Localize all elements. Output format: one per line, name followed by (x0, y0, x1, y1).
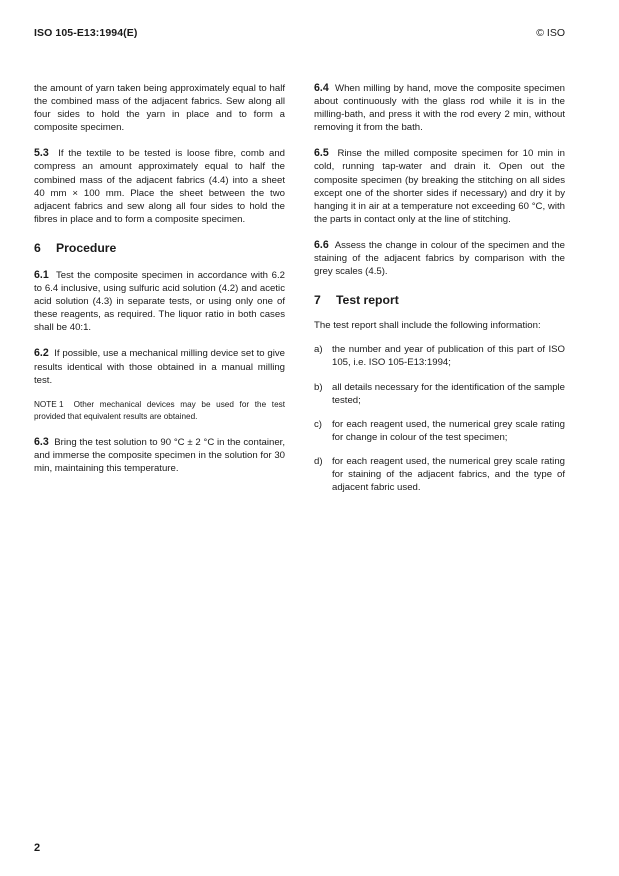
clause-text: Test the composite specimen in accordance with 6.2 to 6.4 inclusive, using sulfuric acid solution (4.2) and acetic acid solution (4.3) in separate tests, or using only one of these reagents, as required. The liquor ratio in both cases shall be 40:1. (34, 269, 285, 334)
page-number: 2 (34, 842, 41, 854)
continuation-paragraph: the amount of yarn taken being approximately equal to half the combined mass of the adjacent fabrics. Sew along all four sides to hold the yarn in place and to form a composite specimen. (34, 83, 285, 134)
list-item (314, 418, 565, 444)
clause-6-5 (314, 147, 565, 226)
list-text: the number and year of publication of this part of ISO 105, i.e. ISO 105-E13:1994; (332, 344, 565, 369)
clause-number: 6.1 (34, 268, 49, 281)
clause-5-3 (34, 147, 285, 226)
clause-text: Bring the test solution to 90 °C ± 2 °C in the container, and immerse the composite specimen in the solution for 30 min, maintaining this temperature. (34, 436, 285, 474)
clause-text: Assess the change in colour of the specimen and the staining of the adjacent fabrics by comparison with the grey scales (4.5). (314, 239, 565, 278)
section-title: Test report (336, 293, 399, 308)
clause-6-3 (34, 436, 285, 475)
document-id: ISO 105-E13:1994(E) (34, 27, 138, 39)
list-item (314, 381, 565, 407)
clause-6-2 (34, 347, 285, 386)
note-label: NOTE 1 (34, 399, 64, 409)
list-item (314, 343, 565, 369)
clause-6-6 (314, 239, 565, 278)
clause-number: 6.5 (314, 147, 329, 160)
section-heading-test-report (314, 292, 565, 308)
copyright-mark: © ISO (536, 27, 565, 39)
list-marker: a) (314, 344, 323, 356)
left-column (34, 82, 285, 475)
right-column (314, 82, 565, 494)
list-marker: b) (314, 381, 323, 393)
clause-6-1 (34, 269, 285, 334)
clause-6-4 (314, 82, 565, 134)
note-1 (34, 399, 285, 423)
clause-number: 6.6 (314, 238, 329, 251)
list-marker: d) (314, 455, 323, 467)
note-text: Other mechanical devices may be used for the test provided that equivalent results are obtained. (34, 399, 285, 421)
section-number: 6 (34, 240, 41, 255)
clause-number: 6.2 (34, 347, 49, 360)
section-heading-procedure (34, 240, 285, 256)
report-intro: The test report shall include the following information: (314, 320, 541, 332)
clause-text: If the textile to be tested is loose fibre, comb and compress an amount approximately equal to half the combined mass of the adjacent fabrics (4.4) into a sheet 40 mm × 100 mm. Place the sheet between the two adjacent fabrics and sew along all four sides to hold the fibres in place and to form a composite specimen. (34, 148, 285, 225)
clause-text: If possible, use a mechanical milling device set to give results identical with those obtained in a manual milling test. (34, 348, 285, 386)
list-text: for each reagent used, the numerical grey scale rating for staining of the adjacent fabrics, and the type of adjacent fabric used. (332, 455, 565, 494)
list-text: all details necessary for the identification of the sample tested; (332, 381, 565, 406)
clause-number: 5.3 (34, 147, 49, 160)
section-title: Procedure (56, 240, 117, 255)
clause-text: When milling by hand, move the composite specimen about continuously with the glass rod while it is in the milling-bath, and press it with the rod every 2 min, without removing it from the bath. (314, 83, 565, 134)
section-number: 7 (314, 293, 321, 308)
list-item (314, 455, 565, 494)
clause-number: 6.3 (34, 435, 49, 448)
list-text: for each reagent used, the numerical grey scale rating for change in colour of the test specimen; (332, 418, 565, 443)
clause-number: 6.4 (314, 82, 329, 94)
clause-text: Rinse the milled composite specimen for 10 min in cold, running tap-water and drain it. Open out the composite specimen (by breaking the stitching on all sides except one of the shorter sides if necessary) and dry it by hanging it in air at a temperature not exceeding 60 °C, with the parts in contact only at the line of stitching. (314, 148, 565, 225)
list-marker: c) (314, 418, 322, 430)
